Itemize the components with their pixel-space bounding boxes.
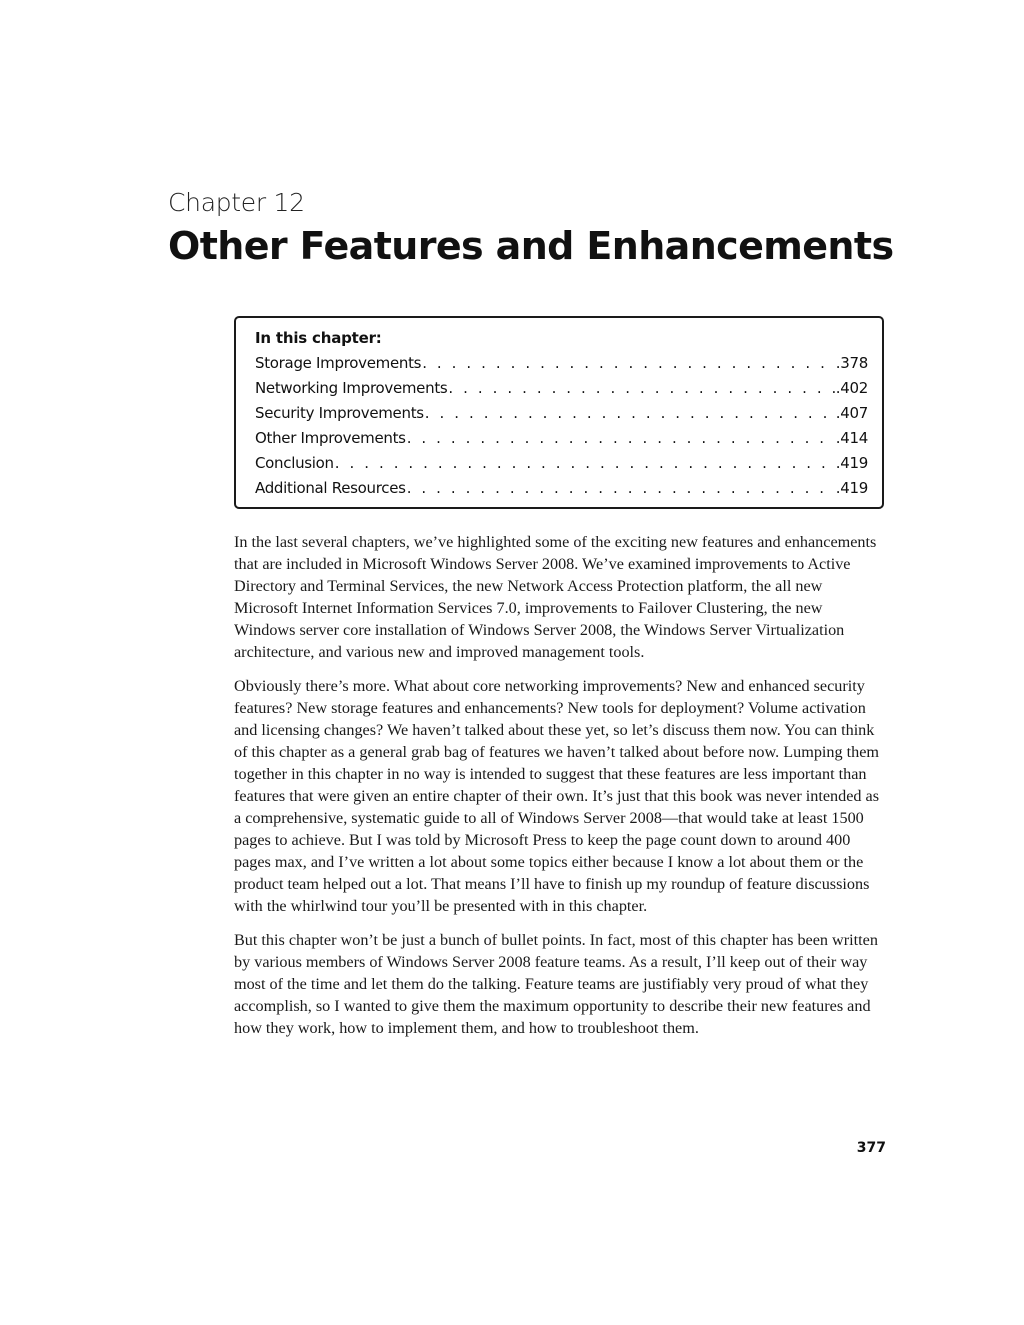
toc-entry <box>255 478 868 503</box>
toc-dot-leader <box>425 403 835 423</box>
toc-entry <box>255 403 868 428</box>
toc-entry-label: Storage Improvements <box>255 354 422 372</box>
toc-entry-label: Security Improvements <box>255 404 424 422</box>
page-number: 377 <box>856 1140 886 1156</box>
chapter-label: Chapter 12 <box>168 188 305 217</box>
body-text <box>234 531 886 1051</box>
toc-entry-label: Conclusion <box>255 454 334 472</box>
chapter-title: Other Features and Enhancements <box>168 224 894 268</box>
toc-entry-page: .407 <box>835 404 868 422</box>
toc-heading: In this chapter: <box>255 329 382 347</box>
toc-dot-leader <box>335 453 835 473</box>
toc-entry-page: .419 <box>835 454 868 472</box>
toc-entry-label: Additional Resources <box>255 479 406 497</box>
toc-entry-label: Other Improvements <box>255 429 406 447</box>
toc-entry-page: .402 <box>835 379 868 397</box>
toc-dot-leader <box>407 428 835 448</box>
body-paragraph: In the last several chapters, we’ve highlighted some of the exciting new features and enhancements that are included in Microsoft Windows Server 2008. We’ve examined improvements to Active Directory and Terminal Services, the new Network Access Protection platform, the all new Microsoft Internet Information Services 7.0, improvements to Failover Clustering, the new Windows server core installation of Windows Server 2008, the Windows Server Virtualization architecture, and various new and improved management tools. <box>234 533 877 661</box>
toc-entry-page: .378 <box>835 354 868 372</box>
toc-entry-label: Networking Improvements <box>255 379 448 397</box>
toc-entry <box>255 353 868 378</box>
toc-dot-leader <box>407 478 835 498</box>
body-paragraph: Obviously there’s more. What about core networking improvements? New and enhanced security features? New storage features and enhancements? New tools for deployment? Volume activation and licensing changes? We haven’t talked about these yet, so let’s discuss them now. You can think of this chapter as a general grab bag of features we haven’t talked about before now. Lumping them together in this chapter in no way is intended to suggest that these features are less important than features that were given an entire chapter of their own. It’s just that this book was never intended as a comprehensive, systematic guide to all of Windows Server 2008—that would take at least 1500 pages to achieve. But I was told by Microsoft Press to keep the page count down to around 400 pages max, and I’ve written a lot about some topics either because I know a lot about them or the product team helped out a lot. That means I’ll have to finish up my roundup of feature discussions with the whirlwind tour you’ll be presented with in this chapter. <box>234 677 880 915</box>
toc-dot-leader <box>448 378 834 398</box>
toc-entry-page: .414 <box>835 429 868 447</box>
toc-entry <box>255 428 868 453</box>
toc-entry-page: .419 <box>835 479 868 497</box>
toc-entry <box>255 378 868 403</box>
toc-dot-leader <box>422 353 835 373</box>
toc-entry <box>255 453 868 478</box>
chapter-contents-box <box>234 316 884 509</box>
body-paragraph: But this chapter won’t be just a bunch of bullet points. In fact, most of this chapter has been written by various members of Windows Server 2008 feature teams. As a result, I’ll keep out of their way most of the time and let them do the talking. Feature teams are justifiably very proud of what they accomplish, so I wanted to give them the maximum opportunity to describe their new features and how they work, how to implement them, and how to troubleshoot them. <box>234 931 878 1037</box>
